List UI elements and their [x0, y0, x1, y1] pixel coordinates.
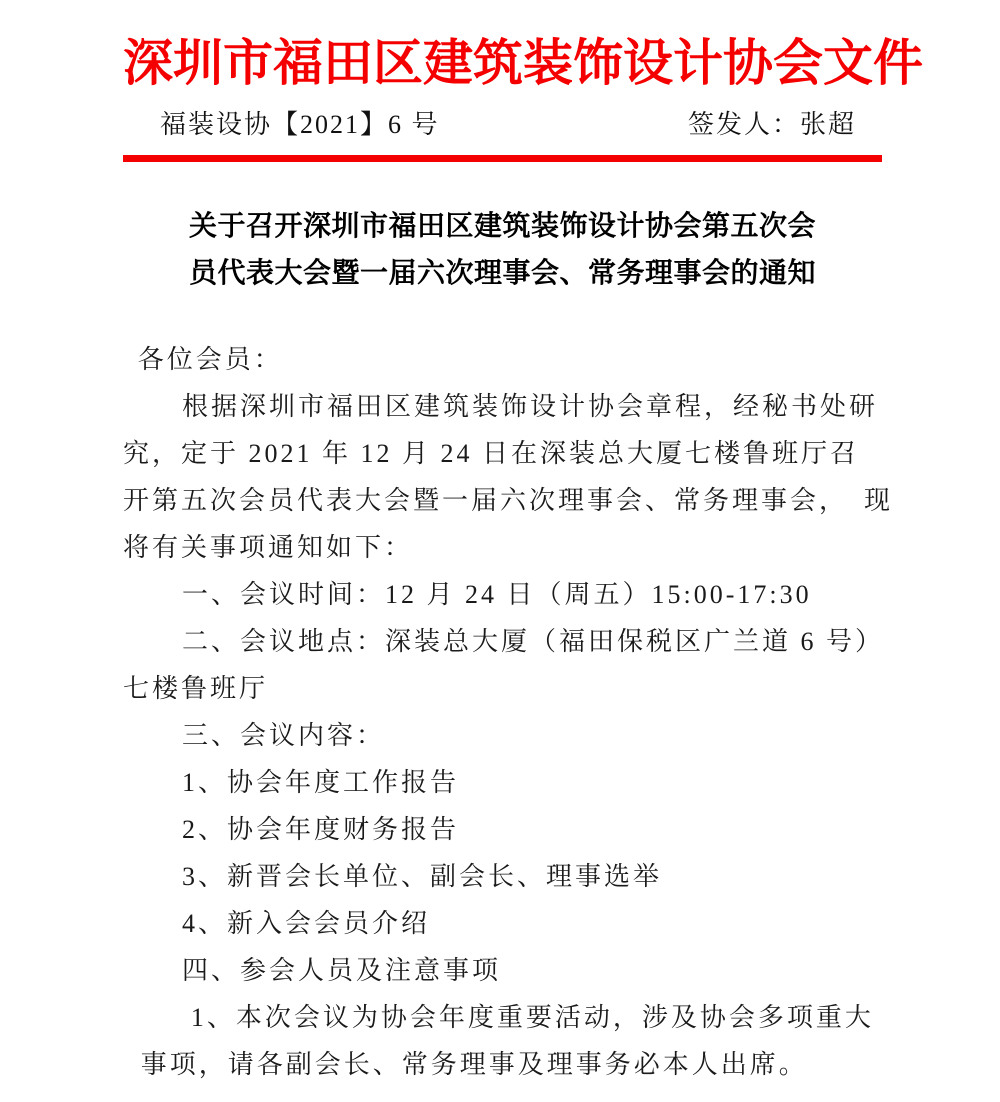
body-line: 4、新入会会员介绍 [182, 909, 431, 938]
body-line: 三、会议内容： [182, 721, 386, 750]
body-line: 开第五次会员代表大会暨一届六次理事会、常务理事会， 现 [123, 486, 894, 515]
body-line: 各位会员： [137, 345, 283, 374]
notice-title-line: 关于召开深圳市福田区建筑装饰设计协会第五次会 [188, 210, 816, 241]
red-divider [123, 155, 882, 162]
body-line: 七楼鲁班厅 [123, 674, 269, 703]
notice-title-line: 员代表大会暨一届六次理事会、常务理事会的通知 [188, 257, 816, 288]
notice-title [123, 202, 882, 296]
doc-meta-row [123, 110, 882, 140]
body-line: 1、协会年度工作报告 [182, 768, 460, 797]
body [123, 336, 894, 1088]
issuer [688, 110, 882, 140]
body-line: 事项，请各副会长、常务理事及理事务必本人出席。 [140, 1050, 808, 1079]
body-line: 四、参会人员及注意事项 [182, 956, 502, 985]
body-line: 一、会议时间：12 月 24 日（周五）15:00-17:30 [182, 580, 812, 609]
body-line: 究，定于 2021 年 12 月 24 日在深装总大厦七楼鲁班厅召 [123, 439, 860, 468]
body-line: 3、新晋会长单位、副会长、理事选举 [182, 862, 663, 891]
doc-number: 福装设协【2021】6 号 [160, 110, 440, 139]
body-line: 2、协会年度财务报告 [182, 815, 460, 844]
body-line: 二、会议地点：深装总大厦（福田保税区广兰道 6 号） [182, 627, 885, 656]
issuer-name: 张超 [799, 110, 856, 139]
body-line: 根据深圳市福田区建筑装饰设计协会章程，经秘书处研 [182, 392, 879, 421]
body-line: 将有关事项通知如下： [123, 533, 414, 562]
issuer-label: 签发人： [687, 110, 800, 139]
body-line: 1、本次会议为协会年度重要活动，涉及协会多项重大 [190, 1003, 874, 1032]
org-header-title: 深圳市福田区建筑装饰设计协会文件 [123, 35, 923, 91]
